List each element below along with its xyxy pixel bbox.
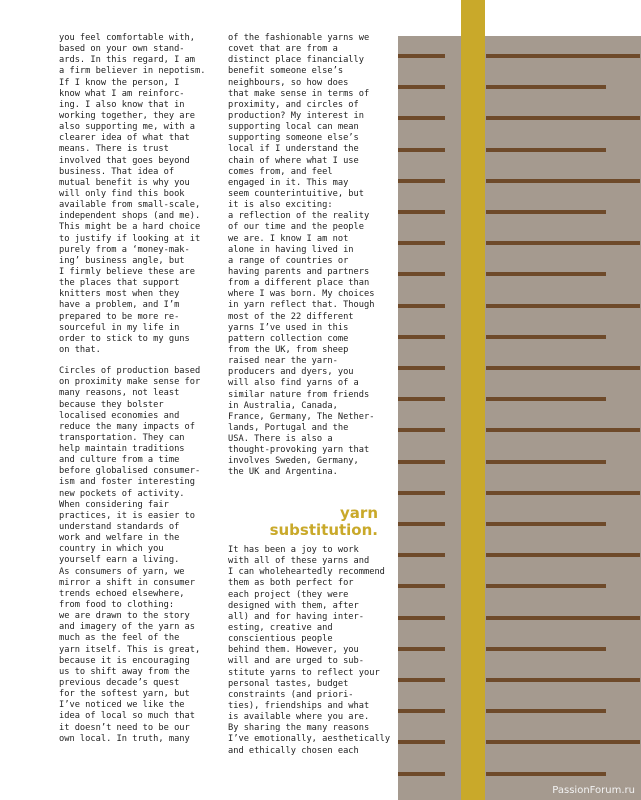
text-line: ism and foster interesting (59, 477, 195, 488)
text-line: us to shift away from the (59, 666, 190, 677)
paragraph-gap (59, 356, 219, 366)
text-line: By sharing the many reasons (228, 723, 370, 734)
text-line: idea of local so much that (59, 711, 195, 722)
text-line: you feel comfortable with, (59, 33, 195, 43)
text-line: sourceful in my life in (59, 322, 180, 333)
rail-bar (486, 460, 606, 464)
text-line: mirror a shift in consumer (59, 577, 195, 588)
text-line: will and are urged to sub- (228, 656, 364, 667)
text-line: based on your own stand- (59, 44, 185, 55)
text-line: and culture from a time (59, 455, 180, 466)
rail-stub (398, 584, 445, 588)
text-line: proximity, and circles of (228, 99, 359, 110)
text-line: supporting local can mean (228, 122, 359, 133)
text-line: country in which you (59, 544, 164, 555)
decorative-gold-bar (461, 0, 485, 800)
left-paragraph-1 (59, 33, 219, 356)
rail-stub (398, 272, 445, 276)
text-line: many reasons, not least (59, 388, 180, 399)
text-line: involves Sweden, Germany, (228, 456, 359, 467)
text-line: the UK and Argentina. (228, 467, 338, 478)
text-line: Circles of production based (59, 366, 201, 377)
text-line: comes from, and feel (228, 166, 333, 177)
text-line: covet that are from a (228, 44, 338, 55)
text-line: This might be a hard choice (59, 222, 201, 233)
rail-stub (398, 148, 445, 152)
text-line: alone in having lived in (228, 244, 354, 255)
text-line: with all of these yarns and (228, 556, 370, 567)
text-line: from food to clothing: (59, 600, 175, 611)
rail-bar (486, 491, 640, 495)
rail-stub (398, 366, 445, 370)
text-line: mutual benefit is why you (59, 177, 190, 188)
text-line: we are drawn to the story (59, 611, 190, 622)
text-line: knitters most when they (59, 289, 180, 300)
middle-column-lower (228, 545, 390, 757)
text-line: clearer idea of what that (59, 133, 190, 144)
text-line: ties), friendships and what (228, 700, 370, 711)
text-line: before globalised consumer- (59, 466, 201, 477)
text-line: I’ve emotionally, aesthetically (228, 734, 391, 745)
text-line: where I was born. My choices (228, 289, 375, 300)
middle-column (228, 33, 390, 479)
text-line: own local. In truth, many (59, 733, 190, 744)
text-line: in Australia, Canada, (228, 400, 338, 411)
text-line: from a different place than (228, 278, 370, 289)
rail-stub (398, 304, 445, 308)
text-line: means. There is trust (59, 144, 169, 155)
text-line: chain of where what I use (228, 155, 359, 166)
text-line: USA. There is also a (228, 434, 333, 445)
rail-stub (398, 54, 445, 58)
text-line: similar nature from friends (228, 389, 370, 400)
text-line: raised near the yarn- (228, 356, 338, 367)
text-line: of the fashionable yarns we (228, 33, 370, 43)
rail-stub (398, 460, 445, 464)
text-line: on proximity make sense for (59, 377, 201, 388)
text-line: It has been a joy to work (228, 545, 359, 555)
text-line: ing’ business angle, but (59, 255, 185, 266)
rail-stub (398, 772, 445, 776)
rail-bar (486, 54, 640, 58)
rail-bar (486, 553, 640, 557)
middle-paragraph-2 (228, 545, 390, 757)
rail-bar (486, 709, 606, 713)
text-line: yarn itself. This is great, (59, 644, 201, 655)
rail-bar (486, 116, 640, 120)
text-line: I firmly believe these are (59, 266, 195, 277)
text-line: lands, Portugal and the (228, 422, 349, 433)
text-line: seem counterintuitive, but (228, 188, 364, 199)
rail-stub (398, 678, 445, 682)
text-line: know what I am reinforc- (59, 88, 185, 99)
text-line: trends echoed elsewhere, (59, 588, 185, 599)
text-line: from the UK, from sheep (228, 344, 349, 355)
rail-bar (486, 148, 606, 152)
text-line: local if I understand the (228, 144, 359, 155)
text-line: stitute yarns to reflect your (228, 667, 380, 678)
rail-bar (486, 678, 640, 682)
left-column (59, 33, 219, 745)
text-line: new pockets of activity. (59, 488, 185, 499)
text-line: will also find yarns of a (228, 378, 359, 389)
text-line: involved that goes beyond (59, 155, 190, 166)
rail-bar (486, 85, 606, 89)
text-line: we are. I know I am not (228, 233, 349, 244)
rail-stub (398, 740, 445, 744)
text-line: them as both perfect for (228, 578, 354, 589)
text-line: behind them. However, you (228, 645, 359, 656)
text-line: in yarn reflect that. Though (228, 300, 375, 311)
text-line: localised economies and (59, 410, 180, 421)
rail-bar (486, 647, 606, 651)
text-line: work and welfare in the (59, 533, 180, 544)
text-line: France, Germany, The Nether- (228, 411, 375, 422)
text-line: constraints (and priori- (228, 689, 354, 700)
text-line: reduce the many impacts of (59, 421, 195, 432)
text-line: the places that support (59, 278, 180, 289)
rail-stub (398, 491, 445, 495)
text-line: If I know the person, I (59, 77, 180, 88)
left-paragraph-2 (59, 366, 219, 745)
text-line: production? My interest in (228, 110, 364, 121)
rail-stub (398, 85, 445, 89)
text-line: on that. (59, 344, 101, 355)
text-line: and ethically chosen each (228, 745, 359, 756)
rail-bar (486, 304, 640, 308)
text-line: to justify if looking at it (59, 233, 201, 244)
rail-bar (486, 616, 640, 620)
text-line: for the softest yarn, but (59, 689, 190, 700)
rail-bar (486, 366, 640, 370)
text-line: also supporting me, with a (59, 122, 195, 133)
text-line: because it is encouraging (59, 655, 190, 666)
text-line: previous decade’s quest (59, 678, 180, 689)
rail-bar (486, 772, 606, 776)
rail-stub (398, 647, 445, 651)
text-line: esting, creative and (228, 622, 333, 633)
rail-stub (398, 210, 445, 214)
text-line: yarns I’ve used in this (228, 322, 349, 333)
rail-stub (398, 428, 445, 432)
text-line: each project (they were (228, 589, 349, 600)
text-line: of our time and the people (228, 222, 364, 233)
rail-stub (398, 553, 445, 557)
decorative-rails (398, 0, 641, 800)
rail-bar (486, 522, 606, 526)
rail-stub (398, 522, 445, 526)
text-line: help maintain traditions (59, 444, 185, 455)
rail-stub (398, 179, 445, 183)
rail-stub (398, 116, 445, 120)
text-line: and imagery of the yarn as (59, 622, 195, 633)
text-line: ing. I also know that in (59, 99, 185, 110)
section-heading-wrap (228, 505, 384, 545)
rail-bar (486, 272, 606, 276)
text-line: will only find this book (59, 188, 185, 199)
text-line: designed with them, after (228, 600, 359, 611)
text-line: independent shops (and me). (59, 211, 201, 222)
text-line: available from small-scale, (59, 200, 201, 211)
section-heading (228, 505, 378, 539)
text-line: conscientious people (228, 634, 333, 645)
rail-bar (486, 335, 606, 339)
text-line: much as the feel of the (59, 633, 180, 644)
text-line: engaged in it. This may (228, 177, 349, 188)
heading-line-2: substitution. (269, 521, 378, 539)
text-line: because they bolster (59, 399, 164, 410)
rail-stub (398, 241, 445, 245)
text-line: When considering fair (59, 499, 169, 510)
text-line: that make sense in terms of (228, 88, 370, 99)
text-line: most of the 22 different (228, 311, 354, 322)
text-line: order to stick to my guns (59, 333, 190, 344)
heading-line-1: yarn (340, 504, 378, 522)
rail-bar (486, 179, 640, 183)
rail-bar (486, 241, 640, 245)
text-line: having parents and partners (228, 266, 370, 277)
rail-bar (486, 428, 640, 432)
text-line: thought-provoking yarn that (228, 445, 370, 456)
text-line: personal tastes, budget (228, 678, 349, 689)
text-line: a range of countries or (228, 255, 349, 266)
text-line: I’ve noticed we like the (59, 700, 185, 711)
text-line: neighbours, so how does (228, 77, 349, 88)
text-line: benefit someone else’s (228, 66, 344, 77)
middle-paragraph-1 (228, 33, 390, 479)
rail-bar (486, 740, 640, 744)
rail-stub (398, 616, 445, 620)
text-line: business. That idea of (59, 166, 175, 177)
rail-bar (486, 584, 606, 588)
text-line: practices, it is easier to (59, 510, 195, 521)
text-line: understand standards of (59, 522, 180, 533)
text-line: is available where you are. (228, 712, 370, 723)
text-line: all) and for having inter- (228, 611, 364, 622)
text-line: a firm believer in nepotism. (59, 66, 206, 77)
rail-bar (486, 397, 606, 401)
text-line: producers and dyers, you (228, 367, 354, 378)
rail-stub (398, 335, 445, 339)
text-line: it doesn’t need to be our (59, 722, 190, 733)
rail-stub (398, 397, 445, 401)
text-line: transportation. They can (59, 432, 185, 443)
text-line: pattern collection come (228, 333, 349, 344)
text-line: ards. In this regard, I am (59, 55, 195, 66)
text-line: supporting someone else’s (228, 133, 359, 144)
rail-bar (486, 210, 606, 214)
text-line: working together, they are (59, 110, 195, 121)
text-line: purely from a ‘money-mak- (59, 244, 190, 255)
rail-stub (398, 709, 445, 713)
text-line: have a problem, and I’m (59, 300, 180, 311)
text-line: distinct place financially (228, 55, 364, 66)
watermark-text: PassionForum.ru (552, 785, 635, 796)
text-line: As consumers of yarn, we (59, 566, 185, 577)
text-line: a reflection of the reality (228, 211, 370, 222)
text-line: yourself earn a living. (59, 555, 180, 566)
text-line: prepared to be more re- (59, 311, 180, 322)
text-line: I can wholeheartedly recommend (228, 567, 385, 578)
text-line: it is also exciting: (228, 200, 333, 211)
